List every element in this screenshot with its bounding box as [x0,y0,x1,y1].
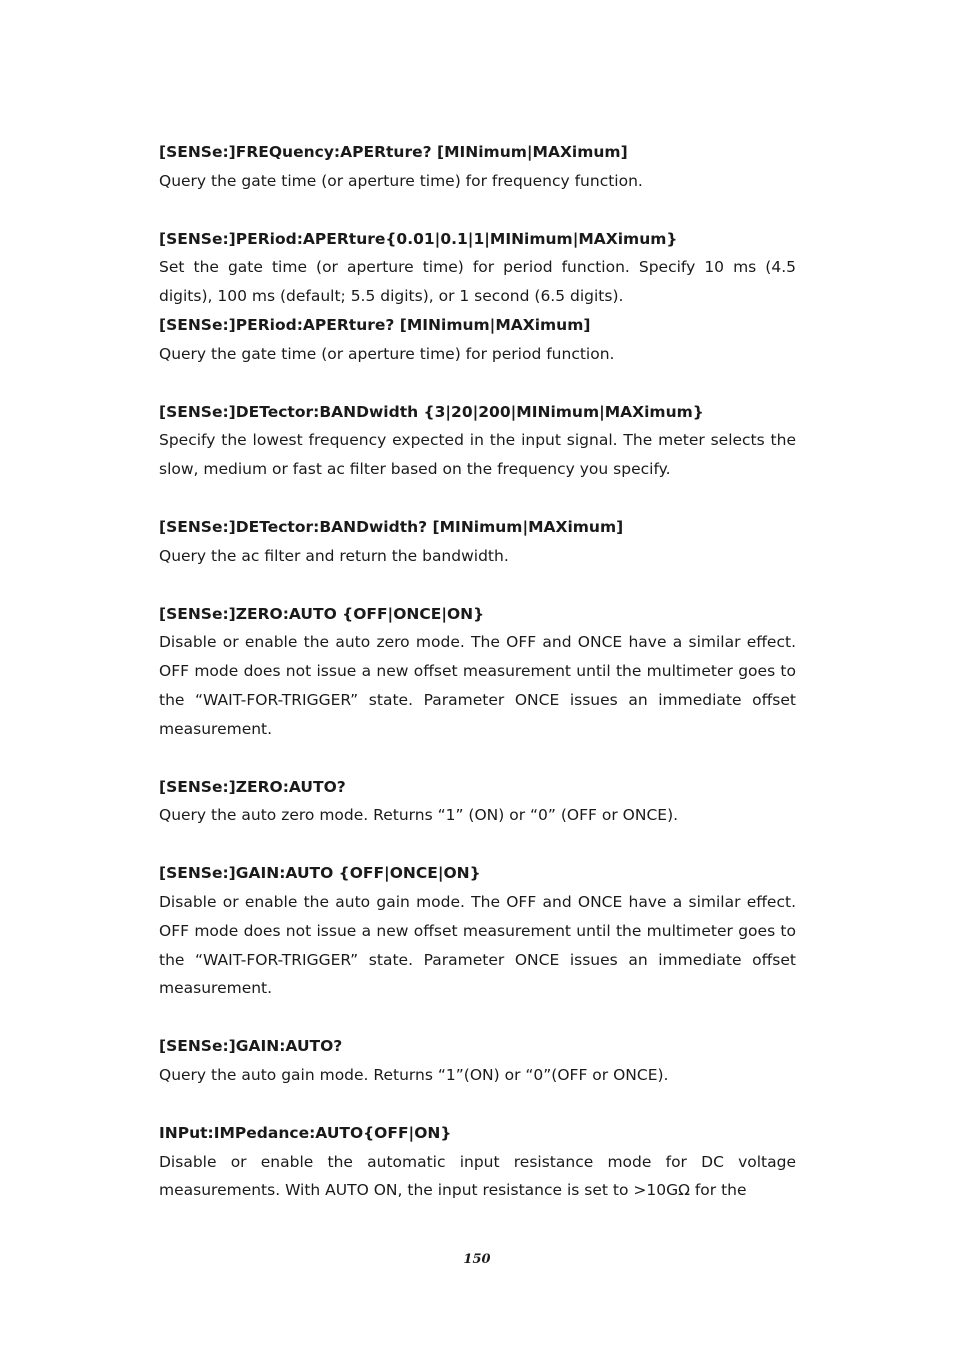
command-description: Query the auto zero mode. Returns “1” (ON) or “0” (OFF or ONCE). [159,806,679,825]
command-heading: INPut:IMPedance:AUTO{OFF|ON} [159,1123,452,1142]
command-description: Query the gate time (or aperture time) for frequency function. [159,171,643,190]
entry-gain-auto-query [159,1032,796,1090]
entry-detector-bandwidth-query [159,513,796,571]
entry-input-impedance-auto [159,1119,796,1205]
command-heading: [SENSe:]DETector:BANDwidth? [MINimum|MAXimum] [159,517,624,536]
page-number: 150 [463,1252,491,1267]
command-heading: [SENSe:]GAIN:AUTO? [159,1037,343,1056]
command-heading: [SENSe:]DETector:BANDwidth {3|20|200|MINimum|MAXimum} [159,402,704,421]
entry-frequency-aperture-query [159,138,796,196]
command-heading: [SENSe:]ZERO:AUTO? [159,777,346,796]
entry-period-aperture-query [159,311,796,369]
entry-zero-auto-query [159,773,796,831]
entry-gain-auto [159,859,796,1003]
command-description: Query the auto gain mode. Returns “1”(ON) or “0”(OFF or ONCE). [159,1065,669,1084]
entry-detector-bandwidth [159,398,796,484]
command-description: Set the gate time (or aperture time) for period function. Specify 10 ms (4.5 digits), 100 ms (default; 5.5 digits), or 1 second (6.5 digits). [159,258,796,306]
command-heading: [SENSe:]PERiod:APERture{0.01|0.1|1|MINimum|MAXimum} [159,229,678,248]
command-description: Disable or enable the automatic input resistance mode for DC voltage measurements. With AUTO ON, the input resistance is set to >10GΩ for the [159,1152,796,1200]
command-description: Disable or enable the auto gain mode. The OFF and ONCE have a similar effect. OFF mode does not issue a new offset measurement until the multimeter goes to the “WAIT-FOR-TRIGGER” state. Parameter ONCE issues an immediate offset measurement. [159,892,796,998]
command-description: Query the gate time (or aperture time) for period function. [159,344,615,363]
entry-zero-auto [159,600,796,744]
command-heading: [SENSe:]FREQuency:APERture? [MINimum|MAXimum] [159,143,628,161]
command-description: Specify the lowest frequency expected in the input signal. The meter selects the slow, medium or fast ac filter based on the frequency you specify. [159,431,796,479]
document-page [159,138,796,1205]
command-heading: [SENSe:]PERiod:APERture? [MINimum|MAXimum] [159,315,591,334]
entry-period-aperture [159,225,796,311]
command-description: Disable or enable the auto zero mode. The OFF and ONCE have a similar effect. OFF mode does not issue a new offset measurement until the multimeter goes to the “WAIT-FOR-TRIGGER” state. Parameter ONCE issues an immediate offset measurement. [159,633,796,738]
command-heading: [SENSe:]GAIN:AUTO {OFF|ONCE|ON} [159,864,481,883]
command-description: Query the ac filter and return the bandwidth. [159,546,509,565]
command-heading: [SENSe:]ZERO:AUTO {OFF|ONCE|ON} [159,604,485,623]
